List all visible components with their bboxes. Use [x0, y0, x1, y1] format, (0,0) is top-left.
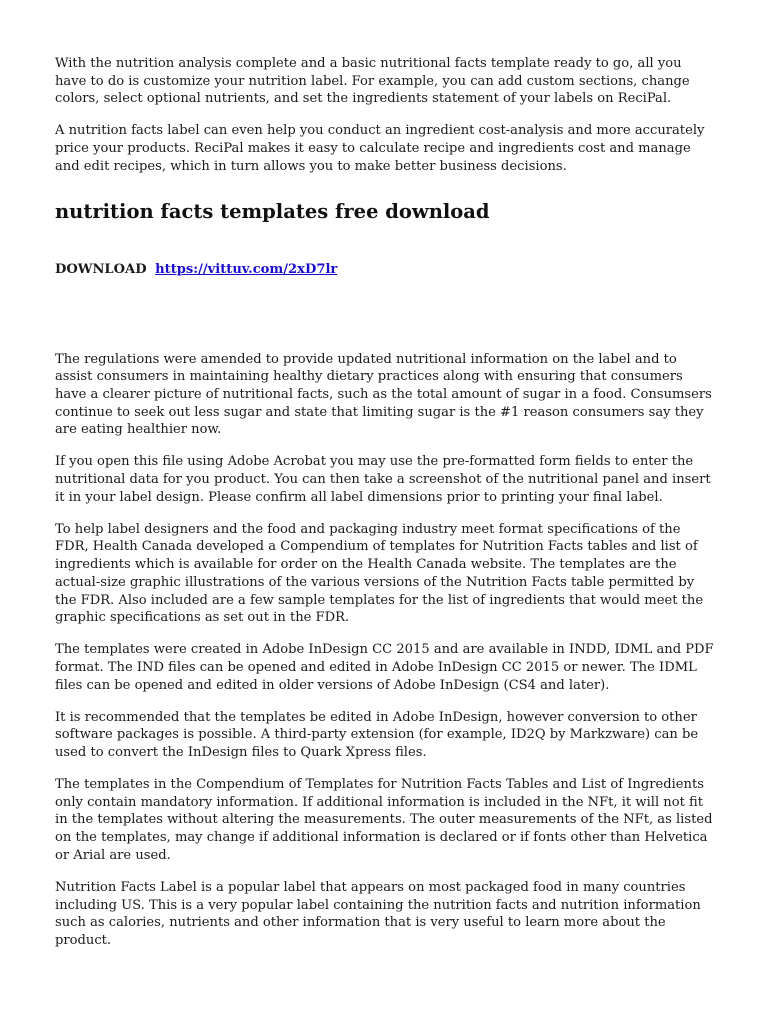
body-paragraph-1: The regulations were amended to provide updated nutritional information on the label and to assist consumers in maintaining healthy dietary practices along with ensuring that consumers have a clearer picture of nutritional facts, such as the total amount of sugar in a food. Consumsers continue to seek out less sugar and state that limiting sugar is the #1 reason consumers say they are eating healthier now. — [55, 351, 712, 438]
document-page — [55, 55, 715, 964]
intro-paragraph-1: With the nutrition analysis complete and a basic nutritional facts template ready to go, all you have to do is customize your nutrition label. For example, you can add custom sections, change colors, select optional nutrients, and set the ingredients statement of your labels on ReciPal. — [55, 56, 690, 107]
body-paragraph-2: If you open this file using Adobe Acrobat you may use the pre-formatted form fields to enter the nutritional data for you product. You can then take a screenshot of the nutritional panel and insert it in your label design. Please confirm all label dimensions prior to printing your final label. — [55, 454, 711, 505]
spacer — [55, 293, 715, 351]
download-label: DOWNLOAD — [55, 261, 147, 277]
intro-paragraph-2: A nutrition facts label can even help you conduct an ingredient cost-analysis and more accurately price your products. ReciPal makes it easy to calculate recipe and ingredients cost and manage and edit recipes, which in turn allows you to make better business decisions. — [55, 123, 705, 174]
body-paragraph-7: Nutrition Facts Label is a popular label that appears on most packaged food in many countries including US. This is a very popular label containing the nutrition facts and nutrition information such as calories, nutrients and other information that is very useful to learn more about the product. — [55, 879, 701, 948]
body-paragraph-5: It is recommended that the templates be edited in Adobe InDesign, however conversion to other software packages is possible. A third-party extension (for example, ID2Q by Markzware) can be used to convert the InDesign files to Quark Xpress files. — [55, 709, 699, 761]
download-line — [55, 261, 715, 279]
body-paragraph-6: The templates in the Compendium of Templates for Nutrition Facts Tables and List of Ingredients only contain mandatory information. If additional information is included in the NFt, it will not fit in the templates without altering the measurements. The outer measurements of the NFt, as listed on the templates, may change if additional information is declared or if fonts other than Helvetica or Arial are used. — [55, 777, 713, 863]
body-paragraph-4: The templates were created in Adobe InDesign CC 2015 and are available in INDD, IDML and PDF format. The IND files can be opened and edited in Adobe InDesign CC 2015 or newer. The IDML files can be opened and edited in older versions of Adobe InDesign (CS4 and later). — [55, 642, 714, 693]
download-link[interactable]: https://vittuv.com/2xD7lr — [155, 261, 338, 277]
page-heading: nutrition facts templates free download — [55, 199, 490, 223]
body-paragraph-3: To help label designers and the food and packaging industry meet format specifications of the FDR, Health Canada developed a Compendium of templates for Nutrition Facts tables and list of ingredients which is available for order on the Health Canada website. The templates are the actual-size graphic illustrations of the various versions of the Nutrition Facts table permitted by the FDR. Also included are a few sample templates for the list of ingredients that would meet the graphic specifications as set out in the FDR. — [55, 521, 704, 626]
